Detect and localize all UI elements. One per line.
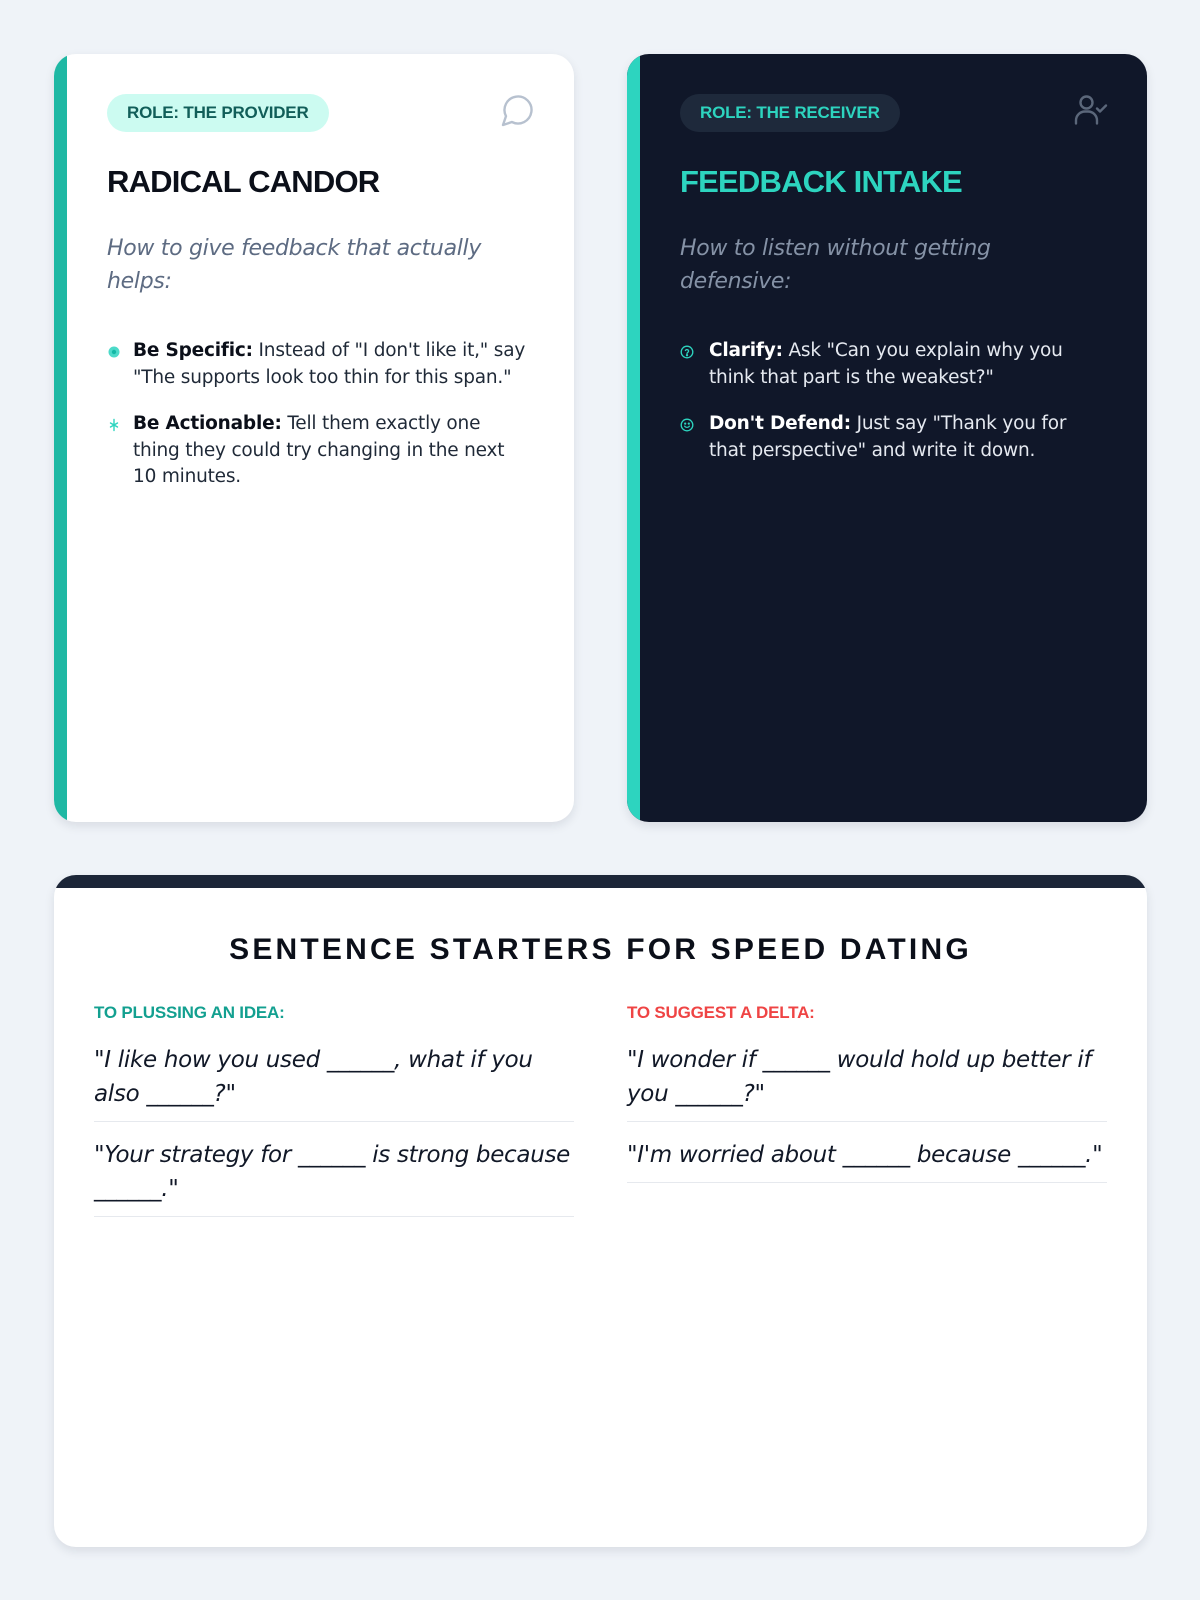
delta-column [627,1003,1107,1199]
tip-label: Clarify: [709,340,783,361]
tip-text: Instead of "I don't like it," say "The supports look too thin for this span." [133,340,526,388]
dot-icon [107,345,121,359]
provider-card [54,54,574,822]
starter-item: "Your strategy for ______ is strong because ______." [94,1138,574,1217]
role-badge: ROLE: THE RECEIVER [680,94,900,132]
card-subtitle: How to give feedback that actually helps: [107,236,482,294]
sentence-starters-panel [54,875,1147,1547]
tip-item [680,411,1100,464]
card-accent-stripe [54,54,67,822]
tip-item [107,338,527,391]
tip-label: Don't Defend: [709,413,851,434]
tip-text: Just say "Thank you for that perspective" and write it down. [709,413,1067,461]
delta-heading: TO SUGGEST A DELTA: [627,1003,815,1022]
tip-label: Be Specific: [133,340,253,361]
starter-item: "I like how you used ______, what if you also ______?" [94,1043,574,1122]
tip-text: Tell them exactly one thing they could try changing in the next 10 minutes. [133,413,505,487]
tips-list [680,338,1100,484]
card-title: RADICAL CANDOR [107,164,380,199]
smile-circle-icon [680,418,694,432]
card-accent-stripe [627,54,640,822]
panel-top-bar [54,875,1147,888]
tip-text: Ask "Can you explain why you think that part is the weakest?" [709,340,1063,388]
plus-column [94,1003,574,1233]
sparkle-icon [107,418,121,432]
starter-item: "I'm worried about ______ because ______." [627,1138,1107,1183]
card-title: FEEDBACK INTAKE [680,164,962,199]
speech-bubble-icon [500,92,536,128]
tips-list [107,338,527,511]
tip-item [107,411,527,491]
receiver-card [627,54,1147,822]
tip-item [680,338,1100,391]
user-check-icon [1073,92,1109,128]
role-badge: ROLE: THE PROVIDER [107,94,329,132]
panel-title: SENTENCE STARTERS FOR SPEED DATING [229,933,972,966]
tip-label: Be Actionable: [133,413,282,434]
starter-item: "I wonder if ______ would hold up better if you ______?" [627,1043,1107,1122]
question-circle-icon [680,345,694,359]
plus-heading: TO PLUSSING AN IDEA: [94,1003,285,1022]
card-subtitle: How to listen without getting defensive: [680,236,991,294]
